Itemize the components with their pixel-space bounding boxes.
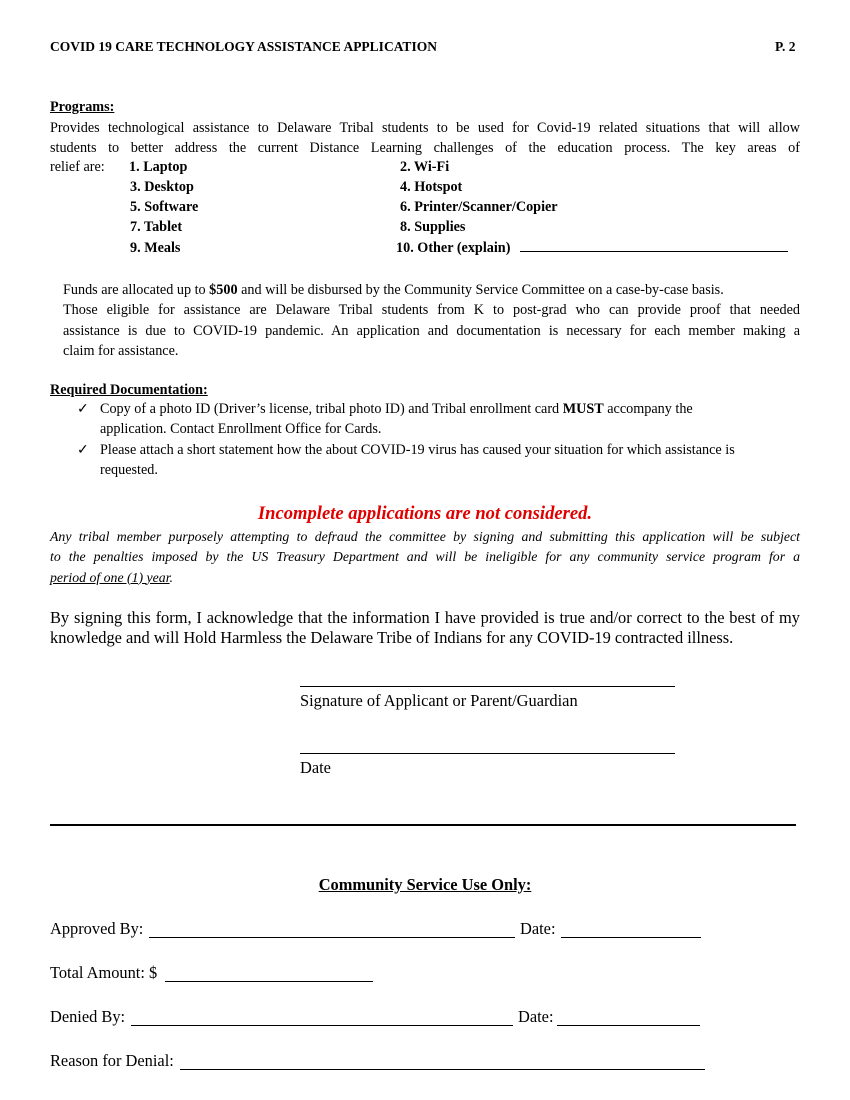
total-amount-field[interactable] bbox=[165, 981, 373, 982]
program-item-other-label: 10. Other (explain) bbox=[396, 240, 511, 256]
funds-line-1-pre: Funds are allocated up to bbox=[63, 282, 210, 298]
funds-paragraph bbox=[63, 280, 800, 361]
office-use-heading: Community Service Use Only: bbox=[318, 875, 532, 894]
ack-line-1: By signing this form, I acknowledge that the information I have provided is true and/or correct to the best of my bbox=[50, 608, 800, 627]
doc-item-2-line-1: Please attach a short statement how the about COVID-19 virus has caused your situation for which assistance is bbox=[100, 442, 735, 458]
programs-intro bbox=[50, 118, 800, 159]
date-field[interactable] bbox=[300, 753, 675, 754]
program-item-wifi: 2. Wi-Fi bbox=[400, 159, 450, 175]
signature-label: Signature of Applicant or Parent/Guardian bbox=[300, 691, 578, 710]
ack-line-2: knowledge and will Hold Harmless the Delaware Tribe of Indians for any COVID-19 contracted illness. bbox=[50, 627, 734, 647]
program-item-hotspot: 4. Hotspot bbox=[400, 179, 463, 195]
program-item-tablet: 7. Tablet bbox=[130, 219, 183, 235]
approved-date-label: Date: bbox=[520, 919, 556, 938]
program-item-meals: 9. Meals bbox=[130, 240, 181, 256]
funds-line-3: assistance is due to COVID-19 pandemic. An application and documentation is necessary for each member making a bbox=[63, 322, 800, 339]
approved-date-field[interactable] bbox=[561, 937, 701, 938]
penalty-line-1: Any tribal member purposely attempting to defraud the committee by signing and submitting this application will be subject bbox=[50, 529, 800, 544]
programs-heading: Programs: bbox=[50, 99, 115, 115]
programs-intro-line-1: Provides technological assistance to Delaware Tribal students to be used for Covid-19 related situations that will allow bbox=[50, 120, 800, 136]
denied-by-field[interactable] bbox=[131, 1025, 513, 1026]
doc-item-1-post: accompany the bbox=[603, 401, 693, 417]
doc-item-1-pre: Copy of a photo ID (Driver’s license, tribal photo ID) and Tribal enrollment card bbox=[100, 401, 563, 417]
documentation-heading: Required Documentation: bbox=[50, 382, 208, 398]
penalty-period: period of one (1) year bbox=[50, 569, 170, 585]
denied-date-field[interactable] bbox=[557, 1025, 700, 1026]
penalty-end: . bbox=[169, 569, 173, 585]
reason-for-denial-label: Reason for Denial: bbox=[50, 1051, 174, 1070]
incomplete-warning-headline: Incomplete applications are not considered. bbox=[257, 503, 593, 524]
penalty-paragraph bbox=[50, 527, 800, 588]
doc-item-1-line-1 bbox=[100, 401, 693, 418]
penalty-line-3 bbox=[50, 568, 800, 588]
acknowledgement-paragraph bbox=[50, 608, 800, 647]
programs-intro-line-2: students to better address the current Distance Learning challenges of the education process. The key areas of bbox=[50, 140, 800, 157]
denied-by-label: Denied By: bbox=[50, 1007, 126, 1026]
funds-line-1-post: and will be disbursed by the Community Service Committee on a case-by-case basis. bbox=[237, 282, 724, 298]
program-item-other bbox=[396, 240, 788, 257]
programs-intro-line-3: relief are: bbox=[50, 159, 105, 175]
funds-line-4: claim for assistance. bbox=[63, 342, 179, 359]
date-label: Date bbox=[300, 758, 331, 777]
form-title: COVID 19 CARE TECHNOLOGY ASSISTANCE APPLICATION bbox=[50, 39, 437, 54]
funds-line-2: Those eligible for assistance are Delaware Tribal students from K to post-grad who can provide proof that needed bbox=[63, 302, 800, 319]
program-item-printer: 6. Printer/Scanner/Copier bbox=[400, 199, 558, 215]
check-icon: ✓ bbox=[77, 402, 89, 417]
section-divider bbox=[50, 824, 796, 826]
doc-item-1-must: MUST bbox=[562, 401, 604, 417]
doc-item-1-line-2: application. Contact Enrollment Office for Cards. bbox=[100, 421, 382, 437]
program-item-desktop: 3. Desktop bbox=[130, 179, 194, 195]
funds-line-1 bbox=[63, 280, 800, 300]
doc-item-2-line-2: requested. bbox=[100, 462, 158, 478]
funds-amount: $500 bbox=[209, 282, 238, 298]
approved-by-field[interactable] bbox=[149, 937, 515, 938]
other-explain-field[interactable] bbox=[520, 251, 788, 252]
approved-by-label: Approved By: bbox=[50, 919, 144, 938]
program-item-laptop: 1. Laptop bbox=[129, 159, 188, 175]
penalty-line-2: to the penalties imposed by the US Treasury Department and will be ineligible for any community service program for a bbox=[50, 549, 800, 565]
program-item-software: 5. Software bbox=[130, 199, 199, 215]
page-number: P. 2 bbox=[775, 39, 796, 54]
signature-field[interactable] bbox=[300, 686, 675, 687]
reason-for-denial-field[interactable] bbox=[180, 1069, 705, 1070]
program-item-supplies: 8. Supplies bbox=[400, 219, 466, 235]
check-icon: ✓ bbox=[77, 443, 89, 458]
total-amount-label: Total Amount: $ bbox=[50, 963, 158, 982]
denied-date-label: Date: bbox=[518, 1007, 554, 1026]
